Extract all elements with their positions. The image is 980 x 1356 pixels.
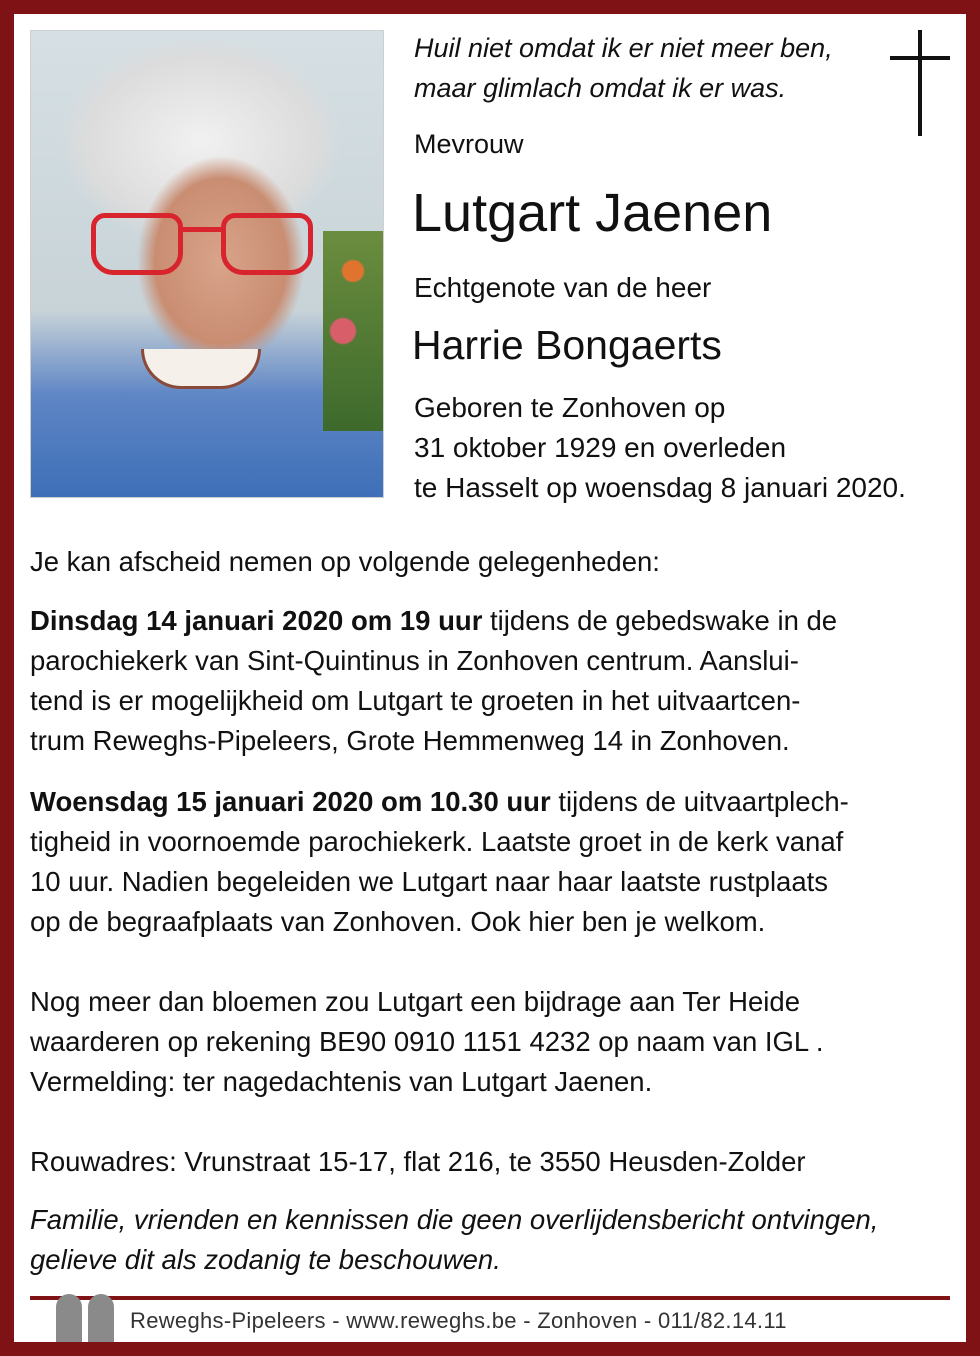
quote-line: maar glimlach omdat ik er was.: [414, 73, 787, 103]
funeral-line: tigheid in voornoemde parochiekerk. Laatste groet in de kerk vanaf: [30, 826, 844, 857]
spouse-name: Harrie Bongaerts: [412, 322, 722, 368]
funeral-date: Woensdag 15 januari 2020 om 10.30 uur: [30, 786, 551, 817]
funeral-line: 10 uur. Nadien begeleiden we Lutgart naar haar laatste rustplaats: [30, 866, 829, 897]
funeral-home-logo-icon: [52, 1288, 118, 1342]
frame-left: [0, 0, 14, 1356]
portrait-photo: [30, 30, 384, 498]
wake-block: [30, 601, 837, 761]
wake-line: parochiekerk van Sint-Quintinus in Zonhoven centrum. Aanslui-: [30, 645, 799, 676]
quote-line: Huil niet omdat ik er niet meer ben,: [414, 33, 833, 63]
wake-first-line: [30, 601, 837, 641]
footer-divider: [30, 1296, 950, 1300]
family-notice: [30, 1200, 878, 1280]
footer-contact: Reweghs-Pipeleers - www.reweghs.be - Zonhoven - 011/82.14.11: [130, 1308, 787, 1333]
photo-glasses-left: [91, 213, 183, 275]
donation-line: Vermelding: ter nagedachtenis van Lutgart Jaenen.: [30, 1066, 653, 1097]
photo-smile: [141, 349, 261, 389]
frame-bottom: [0, 1342, 980, 1356]
cross-icon: [890, 30, 950, 136]
funeral-line: op de begraafplaats van Zonhoven. Ook hier ben je welkom.: [30, 906, 766, 937]
donation-line: waarderen op rekening BE90 0910 1151 4232 op naam van IGL .: [30, 1026, 824, 1057]
deceased-name: Lutgart Jaenen: [412, 183, 773, 243]
funeral-block: [30, 782, 849, 942]
birth-line: Geboren te Zonhoven op: [414, 392, 726, 423]
photo-glasses-right: [221, 213, 313, 275]
wake-line: tend is er mogelijkheid om Lutgart te groeten in het uitvaartcen-: [30, 685, 801, 716]
wake-date: Dinsdag 14 januari 2020 om 19 uur: [30, 605, 483, 636]
mourning-address: Rouwadres: Vrunstraat 15-17, flat 216, te 3550 Heusden-Zolder: [30, 1146, 806, 1177]
photo-glasses-bridge: [181, 227, 223, 232]
spouse-label: Echtgenote van de heer: [414, 272, 712, 303]
funeral-first-line: [30, 782, 849, 822]
birth-line: te Hasselt op woensdag 8 januari 2020.: [414, 472, 906, 503]
photo-plants: [323, 231, 383, 431]
intro-text: Je kan afscheid nemen op volgende gelegenheden:: [30, 546, 660, 577]
wake-first-rest: tijdens de gebedswake in de: [482, 605, 838, 636]
funeral-first-rest: tijdens de uitvaartplech-: [550, 786, 849, 817]
family-line: gelieve dit als zodanig te beschouwen.: [30, 1244, 501, 1275]
birth-line: 31 oktober 1929 en overleden: [414, 432, 787, 463]
donation-block: [30, 982, 824, 1102]
family-line: Familie, vrienden en kennissen die geen overlijdensbericht ontvingen,: [30, 1204, 879, 1235]
frame-top: [0, 0, 980, 14]
salutation: Mevrouw: [414, 129, 524, 159]
frame-right: [966, 0, 980, 1356]
wake-line: trum Reweghs-Pipeleers, Grote Hemmenweg 14 in Zonhoven.: [30, 725, 790, 756]
birth-info: [414, 388, 906, 508]
quote: [414, 28, 833, 108]
donation-line: Nog meer dan bloemen zou Lutgart een bijdrage aan Ter Heide: [30, 986, 800, 1017]
